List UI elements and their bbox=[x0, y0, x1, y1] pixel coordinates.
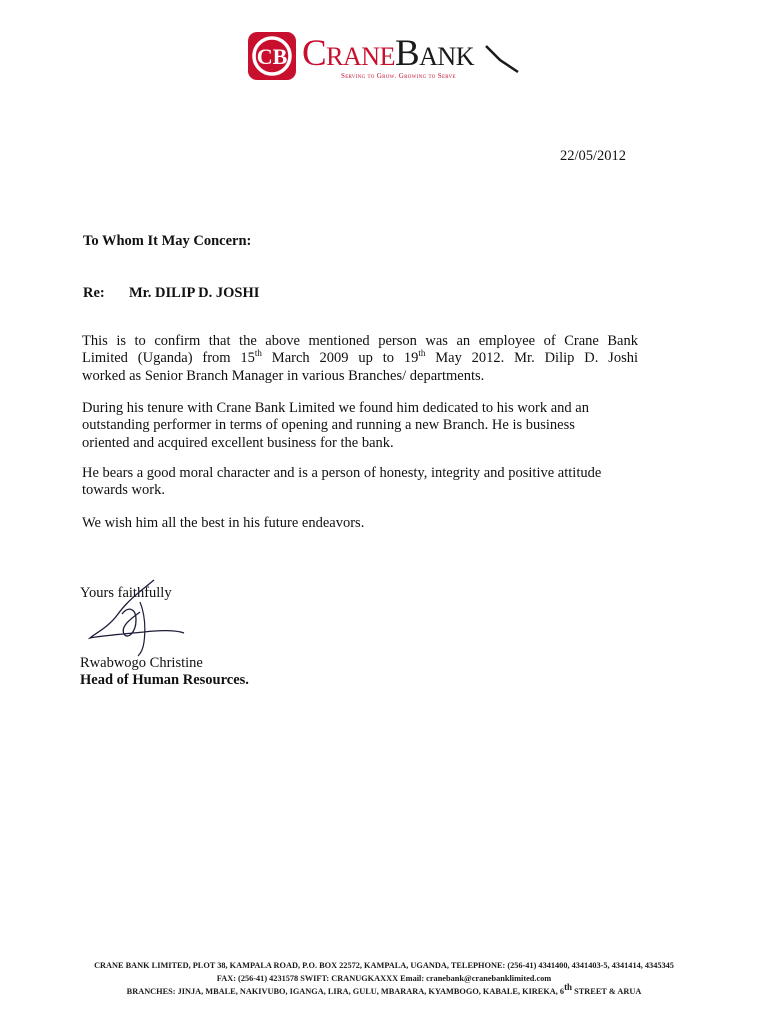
paragraph2-line3: oriented and acquired excellent business for the bank. bbox=[82, 434, 394, 451]
paragraph1-line2: Limited (Uganda) from 15th March 2009 up to 19th May 2012. Mr. Dilip D. Joshi bbox=[82, 348, 638, 367]
brand-name-part1: Crane bbox=[302, 33, 395, 74]
handwritten-signature bbox=[84, 578, 204, 658]
brand-name bbox=[302, 34, 474, 74]
re-label: Re: bbox=[83, 285, 105, 301]
closing: Yours faithfully bbox=[80, 585, 172, 601]
brand-name-part2: Bank bbox=[394, 33, 474, 74]
letter-date: 22/05/2012 bbox=[559, 148, 626, 164]
signer-title: Head of Human Resources. bbox=[80, 672, 249, 688]
paragraph3-line1: He bears a good moral character and is a person of honesty, integrity and positive attitude bbox=[82, 465, 602, 481]
salutation: To Whom It May Concern: bbox=[83, 233, 252, 249]
footer-branches: BRANCHES: JINJA, MBALE, NAKIVUBO, IGANGA, LIRA, GULU, MBARARA, KYAMBOGO, KABALE, KIREKA, 6th STREET & ARUA bbox=[126, 982, 642, 996]
signer-name: Rwabwogo Christine bbox=[80, 655, 203, 671]
brand-tagline: Serving to Grow. Growing to Serve bbox=[341, 72, 456, 80]
paragraph-confirmation bbox=[82, 333, 638, 385]
cb-monogram-icon bbox=[248, 32, 296, 80]
footer-contact: FAX: (256-41) 4231578 SWIFT: CRANUGKAXXX Email: cranebank@cranebanklimited.com bbox=[216, 974, 552, 983]
paragraph1-line1: This is to confirm that the above mentioned person was an employee of Crane Bank bbox=[82, 333, 638, 349]
logo-badge-text: CB bbox=[256, 44, 288, 69]
cb-logo-badge bbox=[248, 32, 296, 80]
paragraph-tenure bbox=[82, 400, 638, 452]
re-name: Mr. DILIP D. JOSHI bbox=[129, 285, 260, 301]
paragraph-character bbox=[82, 465, 638, 500]
paragraph1-line3: worked as Senior Branch Manager in various Branches/ departments. bbox=[82, 367, 485, 384]
paragraph3-line2: towards work. bbox=[82, 482, 165, 499]
paragraph2-line2: outstanding performer in terms of opening and running a new Branch. He is business bbox=[82, 417, 575, 434]
paragraph-wishes: We wish him all the best in his future endeavors. bbox=[82, 515, 365, 531]
paragraph2-line1: During his tenure with Crane Bank Limited we found him dedicated to his work and an bbox=[82, 400, 589, 416]
footer-address: CRANE BANK LIMITED, PLOT 38, KAMPALA ROAD, P.O. BOX 22572, KAMPALA, UGANDA, TELEPHONE: (256-41) 4341400, 4341403-5, 4341414, 4345345 bbox=[94, 961, 674, 970]
bank-logo bbox=[244, 30, 544, 86]
brand-swoosh-icon bbox=[466, 42, 526, 76]
